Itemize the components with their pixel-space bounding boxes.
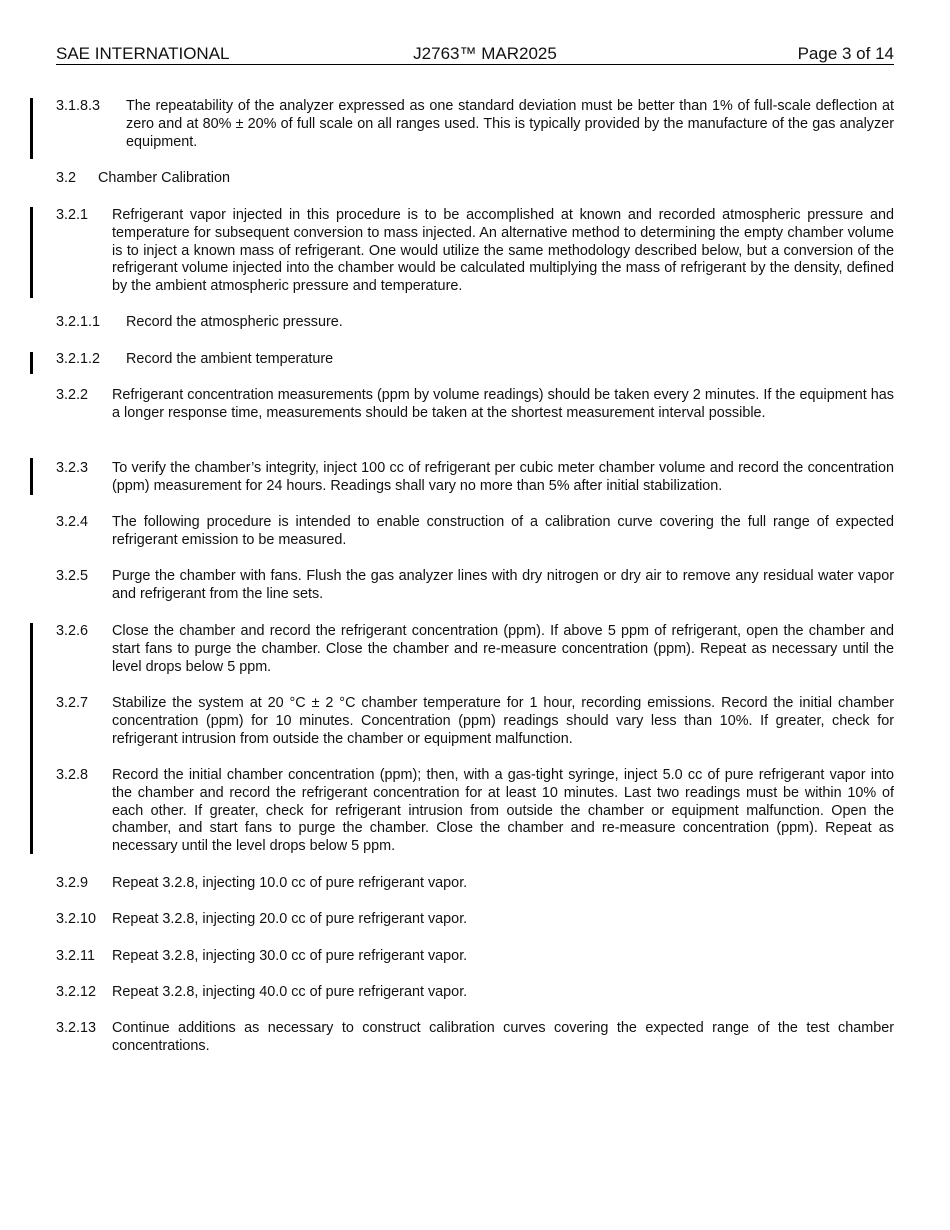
section-number: 3.2.3 <box>56 460 89 476</box>
section-3-2-12 <box>56 984 894 1002</box>
section-number: 3.2.7 <box>56 695 89 711</box>
section-text: Record the ambient temperature <box>126 351 334 367</box>
change-bar <box>30 207 33 298</box>
section-3-2-4 <box>56 514 894 550</box>
section-text: Purge the chamber with fans. Flush the gas analyzer lines with dry nitrogen or dry air to remove any residual water vapor and refrigerant from the line sets. <box>112 568 894 602</box>
section-3-2-5 <box>56 568 894 604</box>
section-number: 3.2.1.2 <box>56 351 101 367</box>
section-text: The following procedure is intended to enable construction of a calibration curve covering the full range of expected refrigerant emission to be measured. <box>112 514 894 548</box>
section-text: Close the chamber and record the refrigerant concentration (ppm). If above 5 ppm of refrigerant, open the chamber and start fans to purge the chamber. Close the chamber and re-measure concentration (ppm). Repeat as necessary until the level drops below 5 ppm. <box>112 623 894 675</box>
section-text: Repeat 3.2.8, injecting 10.0 cc of pure refrigerant vapor. <box>112 875 468 891</box>
section-3-2-8 <box>56 767 894 856</box>
section-number: 3.2.12 <box>56 984 97 1000</box>
section-number: 3.2.6 <box>56 623 89 639</box>
change-bar <box>30 98 33 159</box>
section-number: 3.2 <box>56 170 77 186</box>
section-3-2-10 <box>56 911 894 929</box>
section-text: Refrigerant vapor injected in this procedure is to be accomplished at known and recorded atmospheric pressure and temperature for subsequent conversion to mass injected. An alternative method to determining the empty chamber volume is to inject a known mass of refrigerant. One would utilize the same methodology described below, but a conversion of the refrigerant volume injected into the chamber would be calculated multiplying the mass of refrigerant by the density, defined by the ambient atmospheric pressure and temperature. <box>112 207 894 295</box>
section-number: 3.2.4 <box>56 514 89 530</box>
section-number: 3.2.8 <box>56 767 89 783</box>
header-page-number: Page 3 of 14 <box>797 44 894 63</box>
section-number: 3.2.2 <box>56 387 89 403</box>
section-3-2-heading <box>56 170 894 188</box>
section-number: 3.1.8.3 <box>56 98 101 114</box>
section-number: 3.2.9 <box>56 875 89 891</box>
section-3-2-13 <box>56 1020 894 1056</box>
section-3-1-8-3 <box>56 98 894 151</box>
section-3-2-9 <box>56 875 894 893</box>
section-3-2-1-1 <box>56 314 894 332</box>
section-number: 3.2.5 <box>56 568 89 584</box>
section-3-2-3 <box>56 460 894 496</box>
section-text: Record the atmospheric pressure. <box>126 314 343 330</box>
section-3-2-11 <box>56 948 894 966</box>
section-heading: Chamber Calibration <box>98 170 230 186</box>
header-organization: SAE INTERNATIONAL <box>56 44 230 63</box>
change-bar <box>30 623 33 854</box>
section-text: Stabilize the system at 20 °C ± 2 °C chamber temperature for 1 hour, recording emissions. Record the initial chamber concentration (ppm) for 10 minutes. Concentration (ppm) readings should vary less than 10%. If greater, check for refrigerant intrusion from outside the chamber or equipment malfunction. <box>112 695 894 747</box>
change-bar <box>30 458 33 495</box>
section-text: The repeatability of the analyzer expressed as one standard deviation must be better than 1% of full-scale deflection at zero and at 80% ± 20% of full scale on all ranges used. This is typically provided by the manufacture of the gas analyzer equipment. <box>126 98 894 150</box>
section-number: 3.2.13 <box>56 1020 97 1036</box>
section-number: 3.2.11 <box>56 948 95 964</box>
section-text: Record the initial chamber concentration (ppm); then, with a gas-tight syringe, inject 5.0 cc of pure refrigerant vapor into the chamber and record the refrigerant concentration for at least 10 minutes. Last two readings must be within 10% of each other. If greater, check for refrigerant intrusion from outside the chamber or equipment malfunction. Open the chamber, and start fans to purge the chamber. Close the chamber and re-measure concentration (ppm). Repeat as necessary until the level drops below 5 ppm. <box>112 767 894 855</box>
section-3-2-7 <box>56 695 894 748</box>
section-text: Continue additions as necessary to construct calibration curves covering the expected range of the test chamber concentrations. <box>112 1020 894 1054</box>
header-document-number: J2763™ MAR2025 <box>413 44 557 63</box>
section-3-2-2 <box>56 387 894 423</box>
section-number: 3.2.1 <box>56 207 89 223</box>
section-text: Repeat 3.2.8, injecting 20.0 cc of pure refrigerant vapor. <box>112 911 468 927</box>
section-text: Repeat 3.2.8, injecting 40.0 cc of pure refrigerant vapor. <box>112 984 468 1000</box>
section-text: Refrigerant concentration measurements (ppm by volume readings) should be taken every 2 minutes. If the equipment has a longer response time, measurements should be taken at the shortest measurement interval possible. <box>112 387 894 421</box>
section-3-2-1-2 <box>56 351 894 369</box>
section-number: 3.2.1.1 <box>56 314 101 330</box>
change-bar <box>30 352 33 374</box>
section-number: 3.2.10 <box>56 911 97 927</box>
section-text: Repeat 3.2.8, injecting 30.0 cc of pure refrigerant vapor. <box>112 948 468 964</box>
section-3-2-1 <box>56 207 894 296</box>
section-3-2-6 <box>56 623 894 676</box>
section-text: To verify the chamber’s integrity, inject 100 cc of refrigerant per cubic meter chamber volume and record the concentration (ppm) measurement for 24 hours. Readings shall vary no more than 5% after initial stabilization. <box>112 460 894 494</box>
page-header <box>56 44 894 65</box>
